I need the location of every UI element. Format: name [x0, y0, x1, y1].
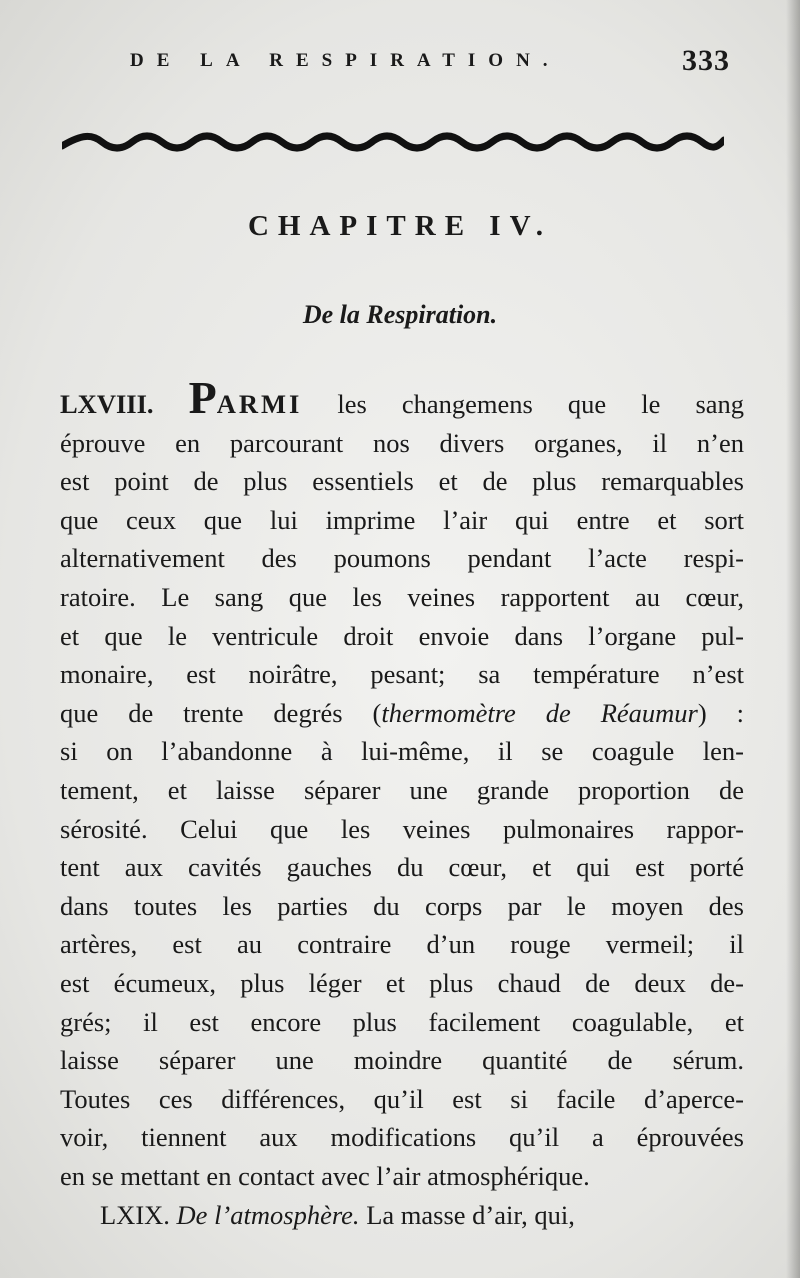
text-line: ratoire. Le sang que les veines rapportent au cœur,	[60, 581, 744, 612]
text-line: tement, et laisse séparer une grande proportion de	[60, 774, 744, 805]
text-line: est point de plus essentiels et de plus remarquables	[60, 466, 744, 497]
section-label: LXIX.	[100, 1200, 170, 1230]
text-line: et que le ventricule droit envoie dans l’organe pul-	[60, 620, 744, 651]
chapter-subtitle: De la Respiration.	[302, 300, 498, 329]
ornamental-rule	[62, 128, 724, 160]
text-line: que ceux que lui imprime l’air qui entre et sort	[60, 504, 744, 535]
text-line: monaire, est noirâtre, pesant; sa température n’est	[60, 659, 744, 690]
text-line: dans toutes les parties du corps par le moyen des	[60, 890, 744, 921]
running-title: DE LA RESPIRATION.	[130, 50, 561, 71]
text-line: en se mettant en contact avec l’air atmosphérique.	[60, 1160, 590, 1191]
page-edge-shadow	[786, 0, 800, 1278]
section-label: LXVIII.	[60, 389, 154, 419]
text-line: grés; il est encore plus facilement coagulable, et	[60, 1006, 744, 1037]
text-line: voir, tiennent aux modifications qu’il a éprouvées	[60, 1122, 744, 1153]
line-text: que de trente degrés (	[60, 697, 382, 728]
text-line: alternativement des poumons pendant l’acte respi-	[60, 543, 744, 574]
text-line: artères, est au contraire d’un rouge vermeil; il	[60, 929, 744, 960]
line-text: La masse d’air, qui,	[366, 1200, 575, 1230]
text-line: est écumeux, plus léger et plus chaud de deux de-	[60, 967, 744, 998]
line-text: les changemens que le sang	[337, 389, 745, 419]
text-line: Toutes ces différences, qu’il est si facile d’aperce-	[60, 1083, 744, 1114]
page-number: 333	[682, 44, 730, 77]
line-text: ) :	[697, 697, 744, 728]
page-header	[130, 44, 730, 78]
text-line	[60, 372, 745, 424]
text-line	[60, 694, 744, 733]
italic-text: thermomètre de Réaumur	[381, 697, 698, 728]
text-line: laisse séparer une moindre quantité de sérum.	[60, 1045, 744, 1076]
text-line: éprouve en parcourant nos divers organes, il n’en	[60, 427, 744, 458]
text-line: tent aux cavités gauches du cœur, et qui est porté	[60, 852, 744, 883]
text-line: si on l’abandonne à lui-même, il se coagule len-	[60, 736, 744, 767]
paragraph-lxix	[100, 1200, 750, 1231]
italic-heading: De l’atmosphère.	[176, 1200, 360, 1230]
paragraph-lxviii	[60, 372, 745, 1195]
chapter-title: CHAPITRE IV.	[247, 210, 553, 242]
small-caps-word: ARMI	[216, 389, 303, 419]
drop-cap: P	[188, 372, 217, 423]
text-line: sérosité. Celui que les veines pulmonaires rappor-	[60, 813, 744, 844]
